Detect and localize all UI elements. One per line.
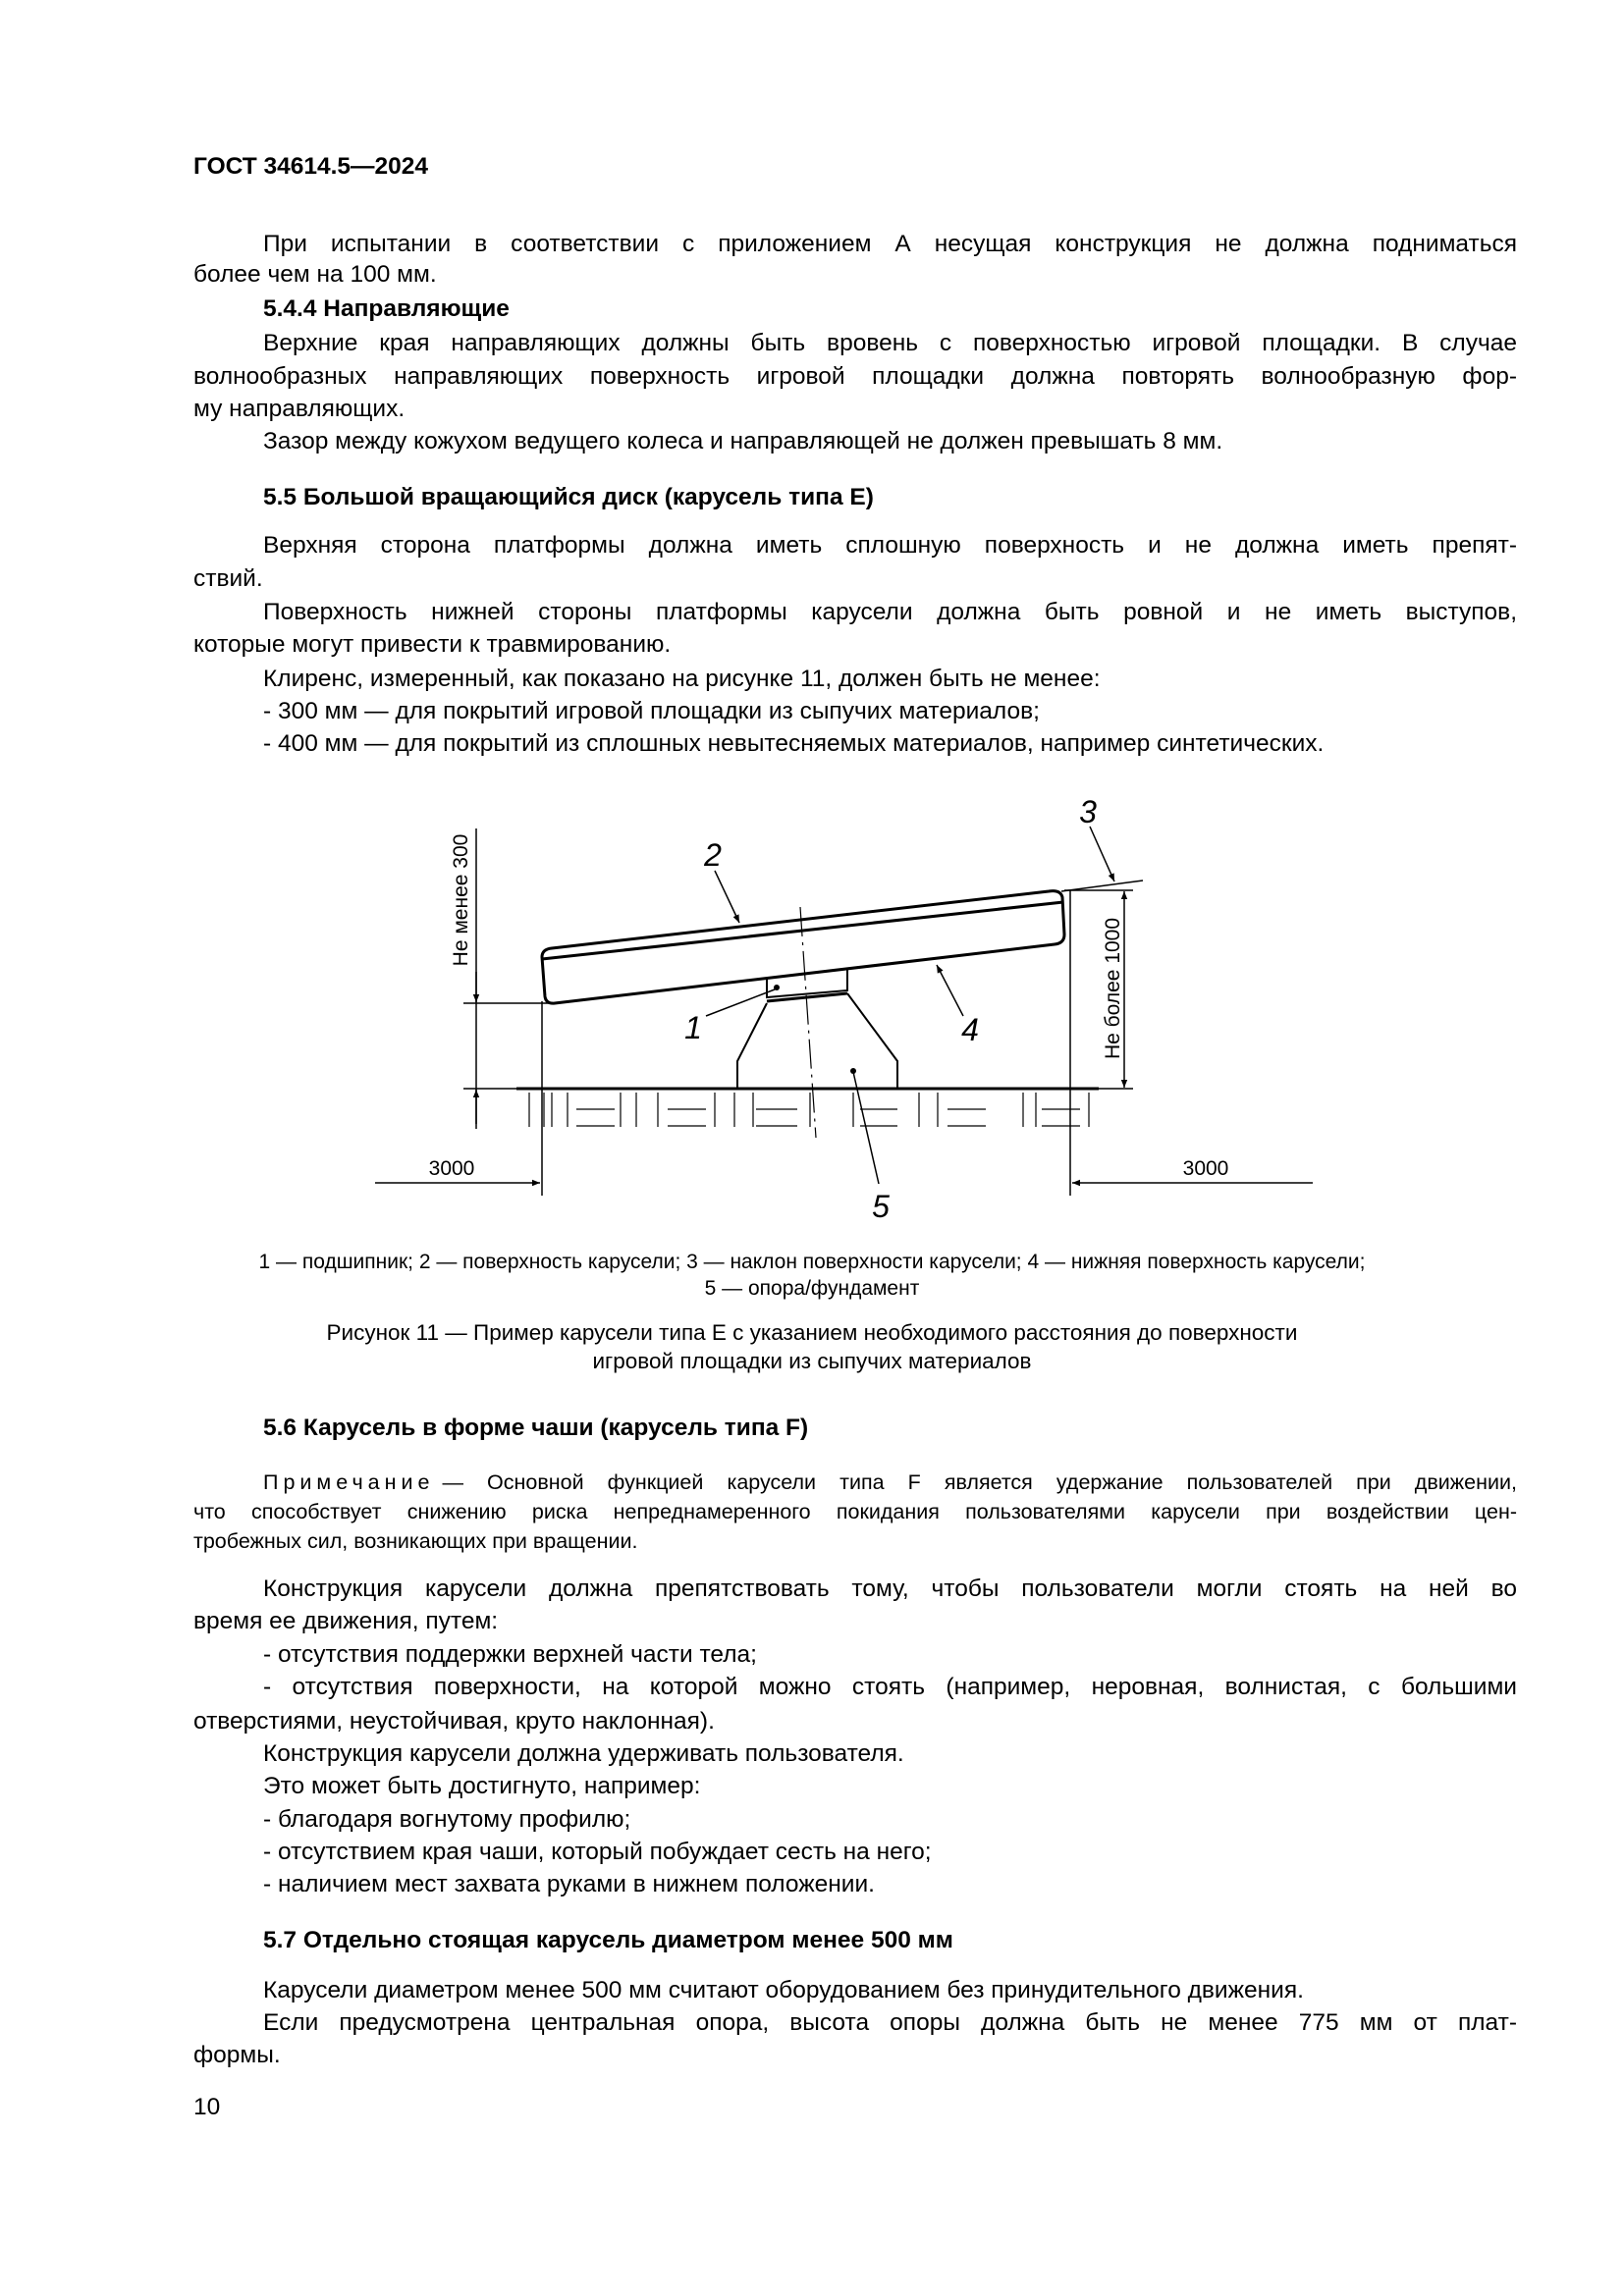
paragraph-line: ствий.: [193, 565, 263, 592]
paragraph-line: Это может быть достигнуто, например:: [263, 1773, 701, 1799]
carousel-platform: [542, 891, 1064, 1004]
paragraph-line: Поверхность нижней стороны платформы карусели должна быть ровной и не иметь выступов,: [263, 599, 1517, 625]
paragraph-line: При испытании в соответствии с приложением А несущая конструкция не должна подниматься: [263, 231, 1517, 257]
callout-1: 1: [684, 1010, 702, 1045]
list-item: - 300 мм — для покрытий игровой площадки из сыпучих материалов;: [263, 698, 1040, 724]
document-header: ГОСТ 34614.5—2024: [193, 153, 429, 180]
dimension-label-left: Не менее 300: [450, 833, 472, 967]
callout-2: 2: [704, 837, 722, 873]
paragraph-line: Карусели диаметром менее 500 мм считают оборудованием без принудительного движения.: [263, 1977, 1304, 2003]
paragraph-line: Верхние края направляющих должны быть вровень с поверхностью игровой площадки. В случае: [263, 330, 1517, 356]
dimension-label-right: Не более 1000: [1102, 917, 1124, 1060]
list-item: - отсутствием края чаши, который побуждает сесть на него;: [263, 1839, 932, 1865]
support-marker-dot: [850, 1068, 856, 1074]
paragraph-line: Зазор между кожухом ведущего колеса и направляющей не должен превышать 8 мм.: [263, 428, 1223, 454]
list-item: - отсутствия поверхности, на которой можно стоять (например, неровная, волнистая, с большими: [263, 1674, 1517, 1700]
paragraph-line: Клиренс, измеренный, как показано на рисунке 11, должен быть не менее:: [263, 666, 1101, 692]
paragraph-line: которые могут привести к травмированию.: [193, 631, 672, 658]
list-item-continuation: отверстиями, неустойчивая, круто наклонная).: [193, 1708, 715, 1735]
figure-caption-line: Рисунок 11 — Пример карусели типа Е с указанием необходимого расстояния до поверхности: [326, 1320, 1298, 1345]
section-heading-5-7: 5.7 Отдельно стоящая карусель диаметром менее 500 мм: [263, 1927, 953, 1953]
note-first-line: [263, 1468, 1517, 1497]
list-item: - 400 мм — для покрытий из сплошных невытесняемых материалов, например синтетических.: [263, 730, 1325, 757]
note-line: что способствует снижению риска непреднамеренного покидания пользователями карусели при воздействии цен-: [193, 1500, 1517, 1523]
paragraph-line: волнообразных направляющих поверхность игровой площадки должна повторять волнообразную фор-: [193, 363, 1517, 390]
note-text: — Основной функцией карусели типа F является удержание пользователей при движении,: [442, 1470, 1517, 1494]
callout-3: 3: [1079, 794, 1097, 829]
dimension-label-bottom-right: 3000: [1182, 1157, 1229, 1180]
figure-legend-line: 5 — опора/фундамент: [704, 1277, 920, 1300]
callout-5: 5: [872, 1189, 890, 1224]
figure-caption-line: игровой площадки из сыпучих материалов: [592, 1349, 1032, 1373]
paragraph-line: Если предусмотрена центральная опора, высота опоры должна быть не менее 775 мм от плат-: [263, 2009, 1517, 2036]
paragraph-line: формы.: [193, 2042, 281, 2068]
figure-legend-line: 1 — подшипник; 2 — поверхность карусели; 3 — наклон поверхности карусели; 4 — нижняя поверхность карусели;: [258, 1251, 1366, 1273]
section-heading-5-6: 5.6 Карусель в форме чаши (карусель типа F): [263, 1415, 809, 1441]
support-foundation: [737, 993, 897, 1089]
paragraph-line: Конструкция карусели должна удерживать пользователя.: [263, 1740, 904, 1767]
paragraph-line: Верхняя сторона платформы должна иметь сплошную поверхность и не должна иметь препят-: [263, 532, 1517, 559]
section-heading-5-4-4: 5.4.4 Направляющие: [263, 295, 510, 322]
bearing-marker-dot: [774, 985, 780, 990]
dimension-label-bottom-left: 3000: [428, 1157, 475, 1180]
list-item: - отсутствия поддержки верхней части тела;: [263, 1641, 757, 1668]
note-label: Примечание: [263, 1470, 435, 1494]
list-item: - наличием мест захвата руками в нижнем положении.: [263, 1871, 875, 1897]
page-number: 10: [193, 2094, 221, 2120]
section-heading-5-5: 5.5 Большой вращающийся диск (карусель типа Е): [263, 484, 874, 510]
paragraph-line: время ее движения, путем:: [193, 1608, 499, 1634]
callout-4: 4: [961, 1012, 979, 1047]
paragraph-line: му направляющих.: [193, 396, 406, 422]
paragraph-line: более чем на 100 мм.: [193, 261, 437, 288]
paragraph-line: Конструкция карусели должна препятствовать тому, чтобы пользователи могли стоять на ней во: [263, 1575, 1517, 1602]
note-line: тробежных сил, возникающих при вращении.: [193, 1529, 638, 1553]
list-item: - благодаря вогнутому профилю;: [263, 1806, 631, 1833]
